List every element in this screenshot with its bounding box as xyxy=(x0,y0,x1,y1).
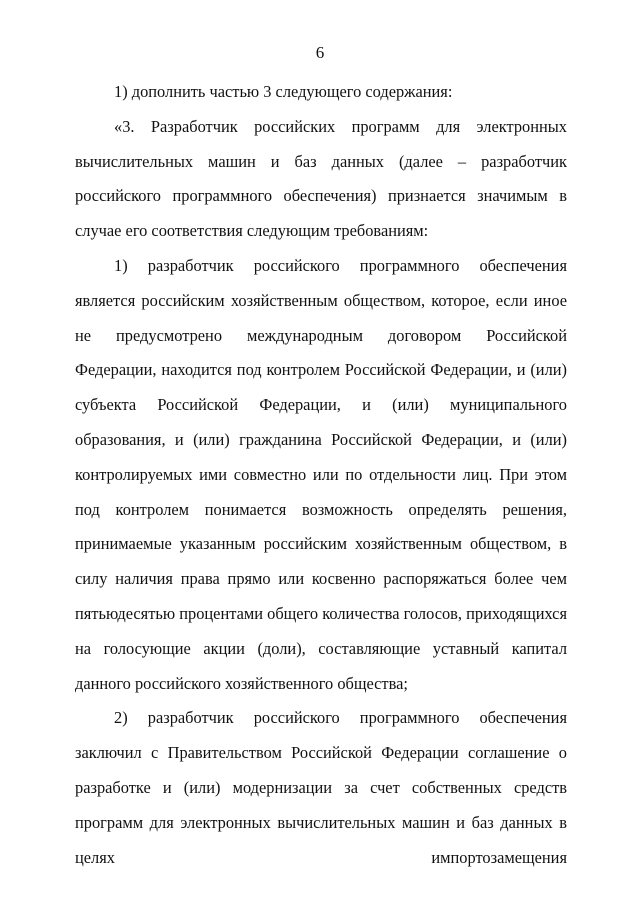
document-body xyxy=(75,75,567,875)
page-number: 6 xyxy=(315,43,325,62)
paragraph-requirement-1: 1) разработчик российского программного обеспечения является российским хозяйственным обществом, которое, если иное не предусмотрено международным договором Российской Федерации, находится под контролем Российской Федерации, и (или) субъекта Российской Федерации, и (или) муниципального образования, и (или) гражданина Российской Федерации, и (или) контролируемых ими совместно или по отдельности лиц. При этом под контролем понимается возможность определять решения, принимаемые указанным российским хозяйственным обществом, в силу наличия права прямо или косвенно распоряжаться более чем пятьюдесятью процентами общего количества голосов, приходящихся на голосующие акции (доли), составляющие уставный капитал данного российского хозяйственного общества; xyxy=(75,255,567,693)
paragraph-part-3: «3. Разработчик российских программ для электронных вычислительных машин и баз данных (далее – разработчик российского программного обеспечения) признается значимым в случае его соответствия следующим требованиям: xyxy=(75,116,567,241)
paragraph-amendment-intro: 1) дополнить частью 3 следующего содержания: xyxy=(114,82,453,101)
paragraph-requirement-2: 2) разработчик российского программного обеспечения заключил с Правительством Российской Федерации соглашение о разработке и (или) модернизации за счет собственных средств программ для электронных вычислительных машин и баз данных в целях импортозамещения xyxy=(75,708,567,867)
